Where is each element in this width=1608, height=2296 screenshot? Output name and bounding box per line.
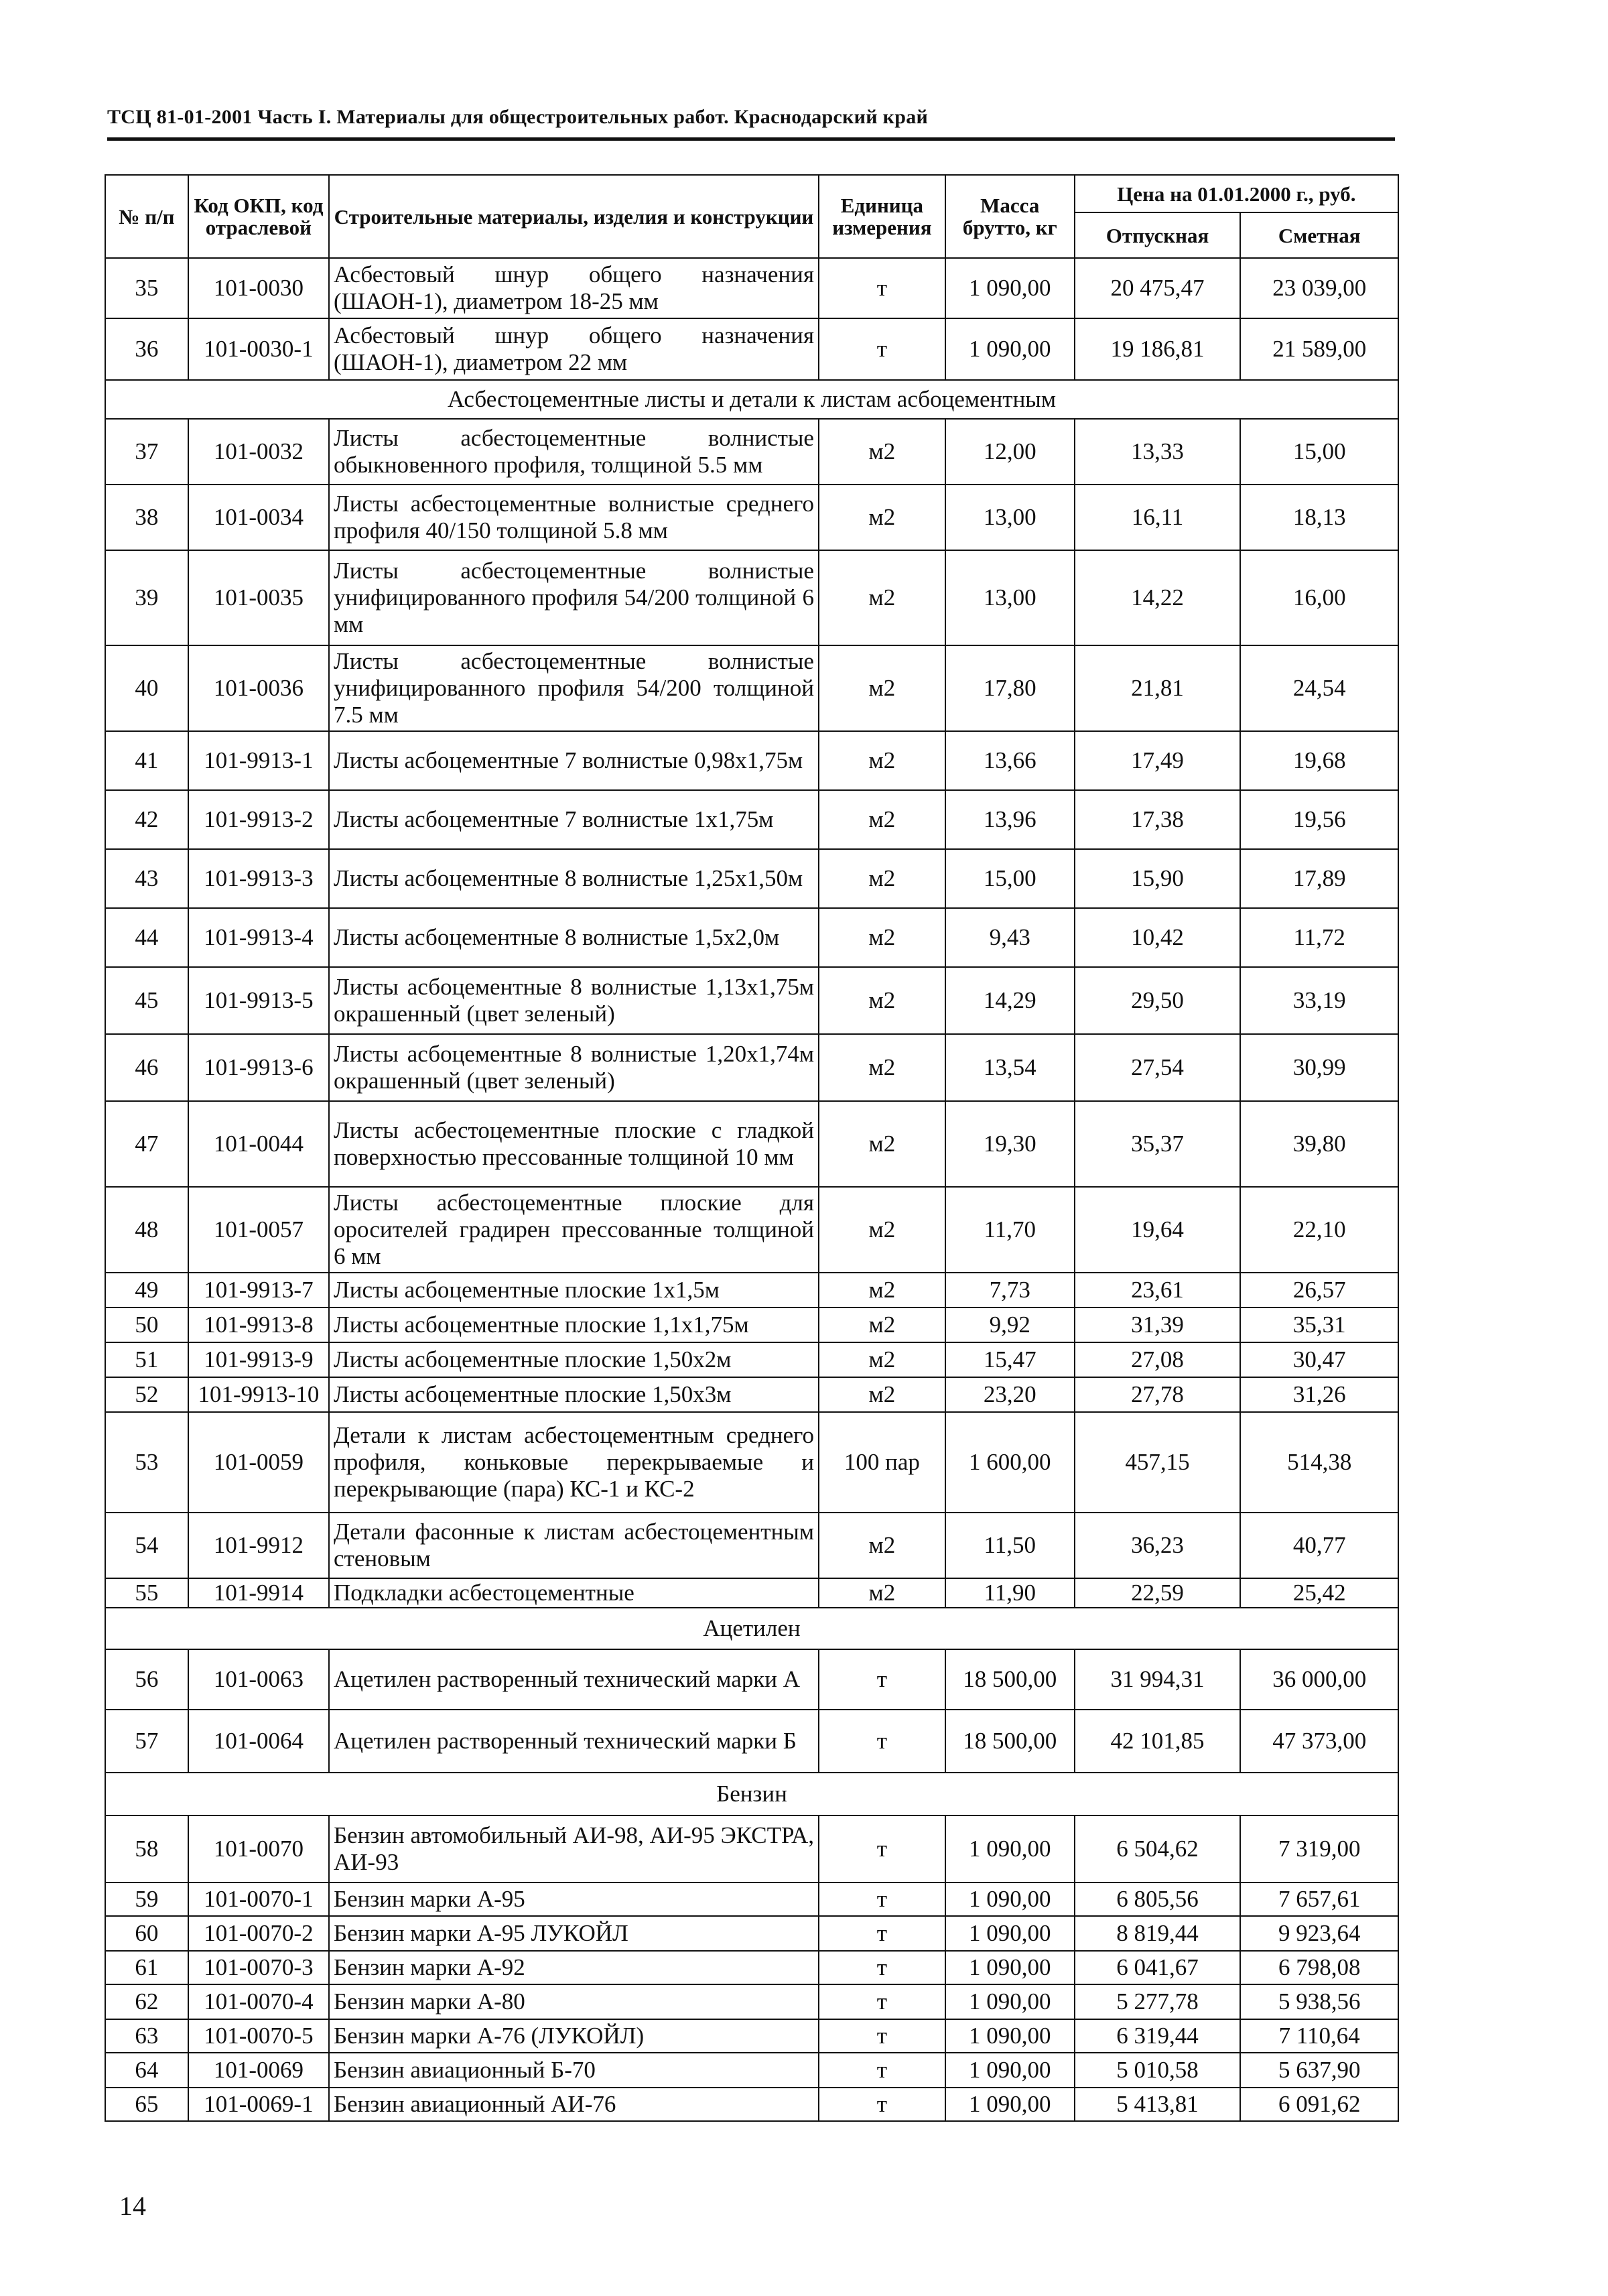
item-unit: 100 пар: [819, 1412, 945, 1513]
table-row: [105, 550, 1398, 645]
item-mass: 12,00: [945, 419, 1075, 485]
item-code: 101-0063: [188, 1649, 329, 1710]
table-row: [105, 419, 1398, 485]
table-row: [105, 1578, 1398, 1608]
section-row-acetylene: [105, 1608, 1398, 1649]
item-number: 39: [105, 550, 188, 645]
item-number: 53: [105, 1412, 188, 1513]
item-estimate-price: 40,77: [1240, 1513, 1398, 1578]
item-code: 101-0034: [188, 485, 329, 550]
item-release-price: 6 805,56: [1075, 1883, 1241, 1916]
item-mass: 18 500,00: [945, 1710, 1075, 1773]
item-unit: т: [819, 1883, 945, 1916]
section-row-petrol: [105, 1773, 1398, 1815]
item-estimate-price: 18,13: [1240, 485, 1398, 550]
item-release-price: 16,11: [1075, 485, 1241, 550]
item-code: 101-0069: [188, 2053, 329, 2088]
item-release-price: 31,39: [1075, 1308, 1241, 1342]
item-estimate-price: 15,00: [1240, 419, 1398, 485]
item-estimate-price: 16,00: [1240, 550, 1398, 645]
item-estimate-price: 7 110,64: [1240, 2019, 1398, 2053]
item-code: 101-9913-6: [188, 1034, 329, 1101]
item-estimate-price: 19,56: [1240, 790, 1398, 849]
item-estimate-price: 22,10: [1240, 1187, 1398, 1273]
item-code: 101-9913-2: [188, 790, 329, 849]
item-unit: м2: [819, 550, 945, 645]
item-release-price: 15,90: [1075, 849, 1241, 908]
item-estimate-price: 514,38: [1240, 1412, 1398, 1513]
item-mass: 13,96: [945, 790, 1075, 849]
item-release-price: 17,38: [1075, 790, 1241, 849]
item-name: Бензин марки А-95: [329, 1883, 819, 1916]
item-unit: м2: [819, 1377, 945, 1412]
item-mass: 15,47: [945, 1342, 1075, 1377]
item-unit: т: [819, 1951, 945, 1984]
item-code: 101-0070-1: [188, 1883, 329, 1916]
item-name: Бензин марки А-92: [329, 1951, 819, 1984]
item-number: 59: [105, 1883, 188, 1916]
item-name: Листы асбоцементные 8 волнистые 1,25х1,50м: [329, 849, 819, 908]
item-name: Листы асбестоцементные волнистые среднего профиля 40/150 толщиной 5.8 мм: [329, 485, 819, 550]
item-code: 101-0064: [188, 1710, 329, 1773]
item-unit: м2: [819, 731, 945, 790]
col-head-estimate: Сметная: [1240, 212, 1398, 258]
item-code: 101-0070-5: [188, 2019, 329, 2053]
item-unit: т: [819, 1916, 945, 1951]
item-unit: м2: [819, 1101, 945, 1187]
item-name: Подкладки асбестоцементные: [329, 1578, 819, 1608]
rows-group-petrol: [105, 1815, 1398, 2121]
item-estimate-price: 5 938,56: [1240, 1984, 1398, 2019]
item-unit: т: [819, 1984, 945, 2019]
item-unit: т: [819, 2053, 945, 2088]
item-name: Ацетилен растворенный технический марки Б: [329, 1710, 819, 1773]
table-row: [105, 2053, 1398, 2088]
table-row: [105, 1342, 1398, 1377]
item-unit: м2: [819, 1273, 945, 1308]
item-name: Бензин марки А-76 (ЛУКОЙЛ): [329, 2019, 819, 2053]
item-name: Бензин автомобильный АИ-98, АИ-95 ЭКСТРА, АИ-93: [329, 1815, 819, 1883]
item-name: Листы асбестоцементные плоские для оросителей градирен прессованные толщиной 6 мм: [329, 1187, 819, 1273]
item-release-price: 29,50: [1075, 967, 1241, 1034]
item-code: 101-9913-9: [188, 1342, 329, 1377]
item-mass: 1 090,00: [945, 2019, 1075, 2053]
table-row: [105, 1710, 1398, 1773]
item-unit: м2: [819, 419, 945, 485]
table-row: [105, 1883, 1398, 1916]
item-release-price: 5 413,81: [1075, 2088, 1241, 2121]
item-estimate-price: 23 039,00: [1240, 258, 1398, 318]
item-code: 101-0070-3: [188, 1951, 329, 1984]
page-number: 14: [119, 2191, 146, 2221]
item-unit: м2: [819, 1513, 945, 1578]
item-name: Листы асбоцементные 7 волнистые 1х1,75м: [329, 790, 819, 849]
table-row: [105, 645, 1398, 731]
item-estimate-price: 11,72: [1240, 908, 1398, 967]
item-code: 101-0057: [188, 1187, 329, 1273]
section-heading: Бензин: [105, 1773, 1398, 1815]
item-name: Асбестовый шнур общего назначения (ШАОН-1), диаметром 22 мм: [329, 318, 819, 380]
item-unit: м2: [819, 849, 945, 908]
item-unit: т: [819, 2088, 945, 2121]
item-number: 44: [105, 908, 188, 967]
table-row: [105, 967, 1398, 1034]
item-code: 101-0035: [188, 550, 329, 645]
item-estimate-price: 9 923,64: [1240, 1916, 1398, 1951]
item-code: 101-0036: [188, 645, 329, 731]
item-mass: 1 090,00: [945, 2088, 1075, 2121]
item-code: 101-0059: [188, 1412, 329, 1513]
item-mass: 11,90: [945, 1578, 1075, 1608]
item-name: Листы асбестоцементные волнистые обыкновенного профиля, толщиной 5.5 мм: [329, 419, 819, 485]
item-estimate-price: 26,57: [1240, 1273, 1398, 1308]
item-number: 64: [105, 2053, 188, 2088]
item-unit: м2: [819, 908, 945, 967]
item-code: 101-0070: [188, 1815, 329, 1883]
item-release-price: 20 475,47: [1075, 258, 1241, 318]
item-release-price: 19,64: [1075, 1187, 1241, 1273]
table-row: [105, 1916, 1398, 1951]
item-release-price: 27,08: [1075, 1342, 1241, 1377]
item-code: 101-9913-10: [188, 1377, 329, 1412]
item-estimate-price: 24,54: [1240, 645, 1398, 731]
item-release-price: 19 186,81: [1075, 318, 1241, 380]
item-number: 40: [105, 645, 188, 731]
item-mass: 1 090,00: [945, 318, 1075, 380]
item-code: 101-9914: [188, 1578, 329, 1608]
item-name: Ацетилен растворенный технический марки А: [329, 1649, 819, 1710]
item-number: 51: [105, 1342, 188, 1377]
item-estimate-price: 30,99: [1240, 1034, 1398, 1101]
section-heading: Асбестоцементные листы и детали к листам асбоцементным: [105, 380, 1398, 419]
col-head-release: Отпускная: [1075, 212, 1241, 258]
item-code: 101-9913-4: [188, 908, 329, 967]
item-name: Бензин авиационный АИ-76: [329, 2088, 819, 2121]
item-mass: 13,54: [945, 1034, 1075, 1101]
rows-group-cord: [105, 258, 1398, 380]
item-code: 101-9912: [188, 1513, 329, 1578]
item-number: 48: [105, 1187, 188, 1273]
table-row: [105, 1649, 1398, 1710]
table-row: [105, 849, 1398, 908]
item-code: 101-9913-7: [188, 1273, 329, 1308]
table-row: [105, 1034, 1398, 1101]
item-mass: 9,43: [945, 908, 1075, 967]
item-release-price: 27,78: [1075, 1377, 1241, 1412]
item-mass: 1 090,00: [945, 1883, 1075, 1916]
item-number: 58: [105, 1815, 188, 1883]
item-estimate-price: 7 319,00: [1240, 1815, 1398, 1883]
item-estimate-price: 35,31: [1240, 1308, 1398, 1342]
item-name: Бензин авиационный Б-70: [329, 2053, 819, 2088]
item-name: Листы асбестоцементные плоские с гладкой поверхностью прессованные толщиной 10 мм: [329, 1101, 819, 1187]
item-code: 101-9913-1: [188, 731, 329, 790]
item-release-price: 22,59: [1075, 1578, 1241, 1608]
col-head-mass: Масса брутто, кг: [945, 175, 1075, 258]
materials-table: [105, 174, 1399, 2122]
item-estimate-price: 21 589,00: [1240, 318, 1398, 380]
item-number: 36: [105, 318, 188, 380]
item-unit: м2: [819, 1578, 945, 1608]
running-header: ТСЦ 81-01-2001 Часть I. Материалы для общестроительных работ. Краснодарский край: [107, 106, 929, 128]
item-name: Асбестовый шнур общего назначения (ШАОН-1), диаметром 18-25 мм: [329, 258, 819, 318]
table-row: [105, 485, 1398, 550]
item-name: Бензин марки А-95 ЛУКОЙЛ: [329, 1916, 819, 1951]
item-mass: 19,30: [945, 1101, 1075, 1187]
col-head-unit: Единица измерения: [819, 175, 945, 258]
col-head-price: Цена на 01.01.2000 г., руб.: [1075, 175, 1398, 212]
item-estimate-price: 6 798,08: [1240, 1951, 1398, 1984]
item-code: 101-9913-8: [188, 1308, 329, 1342]
item-code: 101-0030-1: [188, 318, 329, 380]
item-release-price: 35,37: [1075, 1101, 1241, 1187]
item-mass: 13,00: [945, 485, 1075, 550]
item-mass: 11,70: [945, 1187, 1075, 1273]
rows-group-asbestos: [105, 419, 1398, 1608]
item-release-price: 6 041,67: [1075, 1951, 1241, 1984]
item-unit: м2: [819, 1034, 945, 1101]
item-unit: м2: [819, 790, 945, 849]
item-name: Листы асбестоцементные волнистые унифицированного профиля 54/200 толщиной 7.5 мм: [329, 645, 819, 731]
item-release-price: 17,49: [1075, 731, 1241, 790]
item-number: 41: [105, 731, 188, 790]
header-rule: [107, 137, 1395, 141]
item-code: 101-0032: [188, 419, 329, 485]
item-mass: 1 090,00: [945, 1984, 1075, 2019]
item-number: 47: [105, 1101, 188, 1187]
item-number: 42: [105, 790, 188, 849]
item-unit: т: [819, 1710, 945, 1773]
item-mass: 7,73: [945, 1273, 1075, 1308]
item-mass: 1 090,00: [945, 2053, 1075, 2088]
item-name: Листы асбоцементные 8 волнистые 1,20х1,74м окрашенный (цвет зеленый): [329, 1034, 819, 1101]
item-estimate-price: 36 000,00: [1240, 1649, 1398, 1710]
item-name: Листы асбестоцементные волнистые унифицированного профиля 54/200 толщиной 6 мм: [329, 550, 819, 645]
item-code: 101-0069-1: [188, 2088, 329, 2121]
table-row: [105, 1951, 1398, 1984]
item-number: 63: [105, 2019, 188, 2053]
item-unit: т: [819, 318, 945, 380]
item-name: Листы асбоцементные плоские 1,50х2м: [329, 1342, 819, 1377]
item-mass: 1 600,00: [945, 1412, 1075, 1513]
item-release-price: 8 819,44: [1075, 1916, 1241, 1951]
item-release-price: 23,61: [1075, 1273, 1241, 1308]
item-number: 62: [105, 1984, 188, 2019]
item-release-price: 36,23: [1075, 1513, 1241, 1578]
item-unit: м2: [819, 1342, 945, 1377]
item-name: Детали к листам асбестоцементным среднего профиля, коньковые перекрываемые и перекрывающие (пара) КС-1 и КС-2: [329, 1412, 819, 1513]
item-unit: т: [819, 2019, 945, 2053]
section-heading: Ацетилен: [105, 1608, 1398, 1649]
item-unit: т: [819, 1649, 945, 1710]
item-number: 43: [105, 849, 188, 908]
item-release-price: 6 504,62: [1075, 1815, 1241, 1883]
table-row: [105, 1412, 1398, 1513]
col-head-material: Строительные материалы, изделия и конструкции: [329, 175, 819, 258]
item-estimate-price: 7 657,61: [1240, 1883, 1398, 1916]
item-release-price: 42 101,85: [1075, 1710, 1241, 1773]
item-number: 45: [105, 967, 188, 1034]
item-unit: м2: [819, 1308, 945, 1342]
item-name: Листы асбоцементные 7 волнистые 0,98х1,75м: [329, 731, 819, 790]
item-name: Листы асбоцементные 8 волнистые 1,5х2,0м: [329, 908, 819, 967]
table-row: [105, 1513, 1398, 1578]
item-unit: м2: [819, 967, 945, 1034]
table-row: [105, 1308, 1398, 1342]
item-code: 101-9913-5: [188, 967, 329, 1034]
item-code: 101-0070-4: [188, 1984, 329, 2019]
item-number: 61: [105, 1951, 188, 1984]
item-estimate-price: 19,68: [1240, 731, 1398, 790]
item-mass: 14,29: [945, 967, 1075, 1034]
item-number: 56: [105, 1649, 188, 1710]
item-name: Детали фасонные к листам асбестоцементным стеновым: [329, 1513, 819, 1578]
item-number: 35: [105, 258, 188, 318]
item-estimate-price: 33,19: [1240, 967, 1398, 1034]
item-unit: т: [819, 1815, 945, 1883]
item-release-price: 13,33: [1075, 419, 1241, 485]
item-release-price: 6 319,44: [1075, 2019, 1241, 2053]
item-mass: 13,00: [945, 550, 1075, 645]
item-name: Листы асбоцементные плоские 1,1х1,75м: [329, 1308, 819, 1342]
item-estimate-price: 5 637,90: [1240, 2053, 1398, 2088]
col-head-code: Код ОКП, код отраслевой: [188, 175, 329, 258]
item-unit: т: [819, 258, 945, 318]
item-mass: 1 090,00: [945, 1916, 1075, 1951]
item-number: 54: [105, 1513, 188, 1578]
item-code: 101-0030: [188, 258, 329, 318]
item-name: Листы асбоцементные 8 волнистые 1,13х1,75м окрашенный (цвет зеленый): [329, 967, 819, 1034]
table-row: [105, 2088, 1398, 2121]
item-number: 38: [105, 485, 188, 550]
item-release-price: 31 994,31: [1075, 1649, 1241, 1710]
item-mass: 1 090,00: [945, 1951, 1075, 1984]
item-code: 101-9913-3: [188, 849, 329, 908]
table-row: [105, 2019, 1398, 2053]
item-mass: 11,50: [945, 1513, 1075, 1578]
item-name: Листы асбоцементные плоские 1,50х3м: [329, 1377, 819, 1412]
item-number: 55: [105, 1578, 188, 1608]
item-unit: м2: [819, 645, 945, 731]
item-number: 60: [105, 1916, 188, 1951]
item-release-price: 10,42: [1075, 908, 1241, 967]
item-estimate-price: 30,47: [1240, 1342, 1398, 1377]
item-number: 50: [105, 1308, 188, 1342]
item-number: 52: [105, 1377, 188, 1412]
table-row: [105, 908, 1398, 967]
table-row: [105, 318, 1398, 380]
table-row: [105, 1815, 1398, 1883]
item-release-price: 14,22: [1075, 550, 1241, 645]
table-row: [105, 1273, 1398, 1308]
item-mass: 1 090,00: [945, 258, 1075, 318]
item-number: 49: [105, 1273, 188, 1308]
rows-group-acetylene: [105, 1649, 1398, 1773]
item-estimate-price: 31,26: [1240, 1377, 1398, 1412]
section-row-asbestos: [105, 380, 1398, 419]
item-release-price: 5 277,78: [1075, 1984, 1241, 2019]
item-estimate-price: 39,80: [1240, 1101, 1398, 1187]
item-mass: 1 090,00: [945, 1815, 1075, 1883]
item-mass: 17,80: [945, 645, 1075, 731]
table-row: [105, 1377, 1398, 1412]
item-code: 101-0044: [188, 1101, 329, 1187]
item-number: 65: [105, 2088, 188, 2121]
item-name: Листы асбоцементные плоские 1х1,5м: [329, 1273, 819, 1308]
item-estimate-price: 47 373,00: [1240, 1710, 1398, 1773]
table-row: [105, 1187, 1398, 1273]
item-mass: 13,66: [945, 731, 1075, 790]
table-head: [105, 175, 1398, 258]
item-number: 46: [105, 1034, 188, 1101]
item-estimate-price: 17,89: [1240, 849, 1398, 908]
table-row: [105, 731, 1398, 790]
item-release-price: 27,54: [1075, 1034, 1241, 1101]
table-row: [105, 790, 1398, 849]
item-mass: 18 500,00: [945, 1649, 1075, 1710]
item-mass: 23,20: [945, 1377, 1075, 1412]
item-unit: м2: [819, 1187, 945, 1273]
item-unit: м2: [819, 485, 945, 550]
item-release-price: 5 010,58: [1075, 2053, 1241, 2088]
col-head-num: № п/п: [105, 175, 188, 258]
item-estimate-price: 25,42: [1240, 1578, 1398, 1608]
item-name: Бензин марки А-80: [329, 1984, 819, 2019]
item-mass: 9,92: [945, 1308, 1075, 1342]
item-number: 37: [105, 419, 188, 485]
item-release-price: 21,81: [1075, 645, 1241, 731]
item-code: 101-0070-2: [188, 1916, 329, 1951]
item-number: 57: [105, 1710, 188, 1773]
item-estimate-price: 6 091,62: [1240, 2088, 1398, 2121]
table-row: [105, 258, 1398, 318]
table-row: [105, 1101, 1398, 1187]
table-row: [105, 1984, 1398, 2019]
item-release-price: 457,15: [1075, 1412, 1241, 1513]
item-mass: 15,00: [945, 849, 1075, 908]
